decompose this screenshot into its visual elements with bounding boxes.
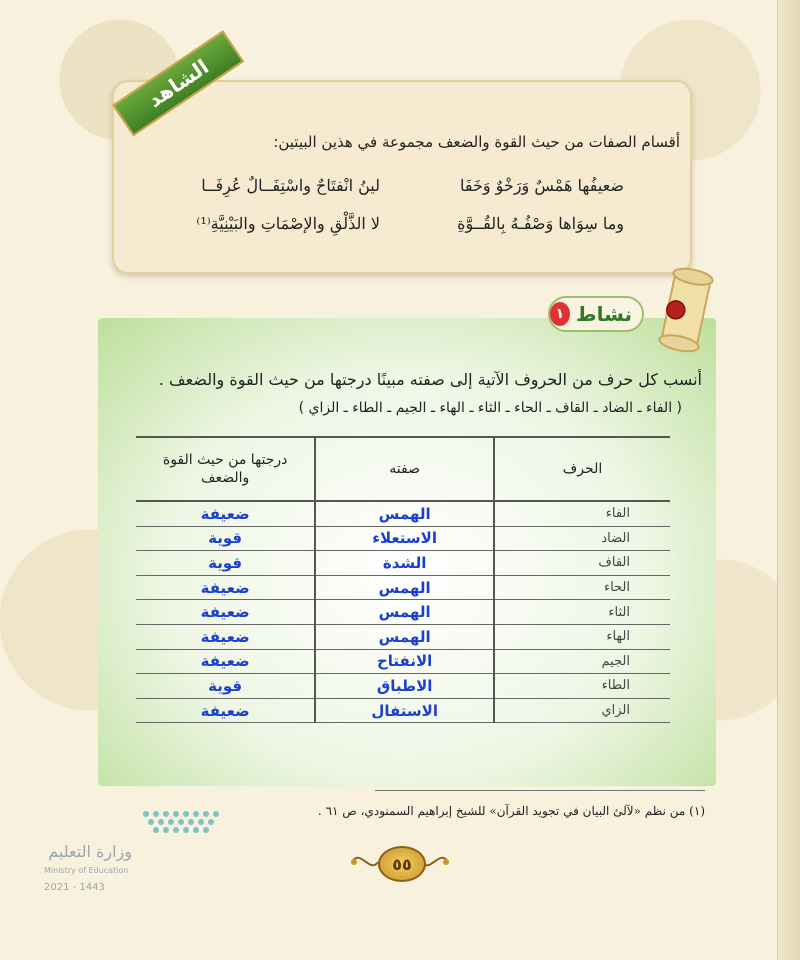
activity-number: ١ [550,302,570,326]
header-degree: درجتها من حيث القوة والضعف [136,437,315,501]
footnote-divider [375,790,705,791]
cell-letter: الجيم [494,649,670,674]
cell-trait: الاستفال [315,698,494,723]
table-row [136,551,670,576]
footnote: (١) من نظم «لآلئ البيان في تجويد القرآن» للشيخ إبراهيم السمنودي، ص ٦١ . [317,804,705,818]
cell-trait: الاستعلاء [315,526,494,551]
verse-2-left: لا الذَّلْقِ والإصْمَاتِ والبَيْنِيَّةِ⁽¹⁾ [196,214,380,233]
cell-degree: ضعيفة [136,575,315,600]
table-row [136,698,670,723]
cell-degree: ضعيفة [136,501,315,526]
page-edge [777,0,800,960]
table-row [136,600,670,625]
table-row [136,575,670,600]
cell-trait: الانفتاح [315,649,494,674]
cell-trait: الهمس [315,624,494,649]
page-number: ٥٥ [378,846,426,882]
cell-letter: الحاء [494,575,670,600]
cell-trait: الشدة [315,551,494,576]
cell-letter: الزاي [494,698,670,723]
ministry-name-en: Ministry of Education [44,866,129,875]
table-row [136,674,670,699]
letters-list: ( الفاء ـ الضاد ـ القاف ـ الحاء ـ الثاء ـ الهاء ـ الجيم ـ الطاء ـ الزاي ) [298,400,682,416]
ministry-year: 2021 - 1443 [44,882,105,893]
page-number-ornament [348,840,452,884]
answers-table [136,436,670,723]
activity-badge [548,296,644,332]
header-trait: صفته [315,437,494,501]
cell-degree: ضعيفة [136,600,315,625]
cell-degree: قوية [136,526,315,551]
cell-trait: الهمس [315,600,494,625]
verse-1-left: لينُ انْفتَاحٌ واسْتِفَــالٌ عُرِفَــا [201,176,380,195]
table-row [136,526,670,551]
cell-trait: الهمس [315,575,494,600]
ministry-logo [42,808,182,898]
cell-degree: قوية [136,674,315,699]
shahid-intro: أقسام الصفات من حيث القوة والضعف مجموعة في هذين البيتين: [273,133,680,151]
table-row [136,649,670,674]
cell-degree: قوية [136,551,315,576]
activity-instruction: أنسب كل حرف من الحروف الآتية إلى صفته مبينًا درجتها من حيث القوة والضعف . [158,370,702,389]
cell-trait: الاطباق [315,674,494,699]
activity-label: نشاط [575,302,632,326]
cell-degree: ضعيفة [136,649,315,674]
cell-letter: الفاء [494,501,670,526]
ministry-name-ar: وزارة التعليم [48,842,132,861]
table-header-row [136,437,670,501]
cell-letter: الطاء [494,674,670,699]
verse-2-right: وما سِوَاها وَصْفُـهُ بِالقُــوَّةِ [457,214,624,233]
cell-degree: ضعيفة [136,624,315,649]
table-row [136,501,670,526]
cell-letter: الهاء [494,624,670,649]
cell-trait: الهمس [315,501,494,526]
header-letter: الحرف [494,437,670,501]
cell-letter: القاف [494,551,670,576]
cell-letter: الضاد [494,526,670,551]
verse-1-right: ضعيفُها هَمْسٌ وَرَخْوٌ وَخَفَا [459,176,624,195]
ministry-dots-icon [140,808,220,834]
cell-degree: ضعيفة [136,698,315,723]
shahid-ribbon-label: الشاهد [143,54,213,113]
cell-letter: الثاء [494,600,670,625]
table-row [136,624,670,649]
